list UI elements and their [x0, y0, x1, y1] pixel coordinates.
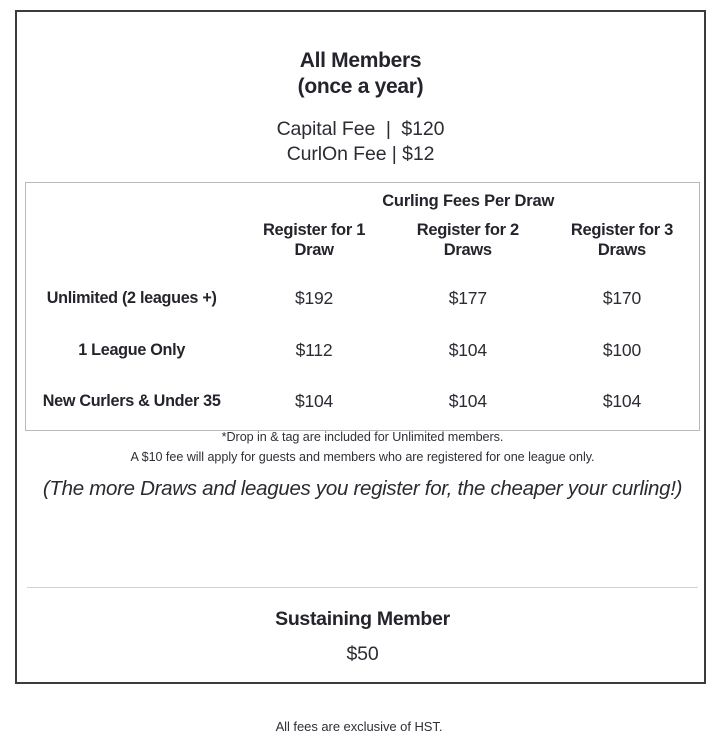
fees-table-corner-cell — [26, 183, 237, 216]
table-row — [26, 327, 699, 373]
sustaining-member-price: $50 — [346, 643, 379, 665]
price-one-league-3-draws: $100 — [602, 339, 641, 360]
table-row — [26, 270, 699, 327]
sustaining-member-heading: Sustaining Member — [275, 608, 450, 630]
all-members-heading-line1: All Members — [299, 49, 422, 72]
price-new-curlers-1-draw: $104 — [294, 391, 334, 412]
fees-table-group-header-row — [26, 183, 699, 216]
price-unlimited-1-draw: $192 — [294, 288, 334, 309]
fees-table-head — [26, 183, 699, 270]
all-members-heading — [17, 48, 704, 101]
section-divider — [27, 587, 698, 588]
price-new-curlers-3-draws: $104 — [602, 391, 641, 412]
footnote-drop-in-tag: *Drop in & tag are included for Unlimited members. — [221, 430, 504, 444]
price-new-curlers-2-draws: $104 — [448, 391, 487, 412]
fees-table-column-header-row — [26, 216, 699, 270]
all-members-section — [17, 12, 704, 167]
all-members-heading-line2: (once a year) — [297, 75, 424, 99]
price-unlimited-3-draws: $170 — [602, 288, 641, 309]
membership-pricing-card — [15, 10, 706, 684]
column-header-register-1-draw: Register for 1 Draw — [262, 221, 366, 260]
row-label-new-curlers-under-35: New Curlers & Under 35 — [42, 392, 221, 411]
price-one-league-2-draws: $104 — [448, 339, 487, 360]
curling-fees-table-container — [25, 182, 700, 431]
column-header-register-2-draws: Register for 2 Draws — [416, 221, 519, 260]
hst-disclaimer: All fees are exclusive of HST. — [275, 719, 443, 734]
row-label-one-league-only: 1 League Only — [78, 340, 186, 359]
sustaining-member-section — [27, 608, 698, 666]
footnote-more-draws-cheaper: (The more Draws and leagues you register for, the cheaper your curling!) — [42, 477, 683, 501]
curlon-fee-line: CurlOn Fee | $12 — [286, 142, 435, 165]
annual-fee-list — [17, 117, 704, 167]
fees-table-label-column-header — [26, 216, 237, 270]
price-unlimited-2-draws: $177 — [448, 288, 487, 309]
price-one-league-1-draw: $112 — [295, 339, 333, 360]
row-label-unlimited: Unlimited (2 leagues +) — [46, 289, 217, 308]
column-header-register-3-draws: Register for 3 Draws — [570, 221, 674, 260]
table-row — [26, 373, 699, 430]
capital-fee-line: Capital Fee | $120 — [276, 117, 445, 140]
curling-fees-per-draw-header: Curling Fees Per Draw — [382, 192, 555, 210]
fees-footnotes — [27, 428, 698, 501]
footnote-guest-fee: A $10 fee will apply for guests and members who are registered for one league only. — [130, 449, 595, 464]
curling-fees-table — [26, 183, 699, 430]
fees-table-body — [26, 270, 699, 430]
